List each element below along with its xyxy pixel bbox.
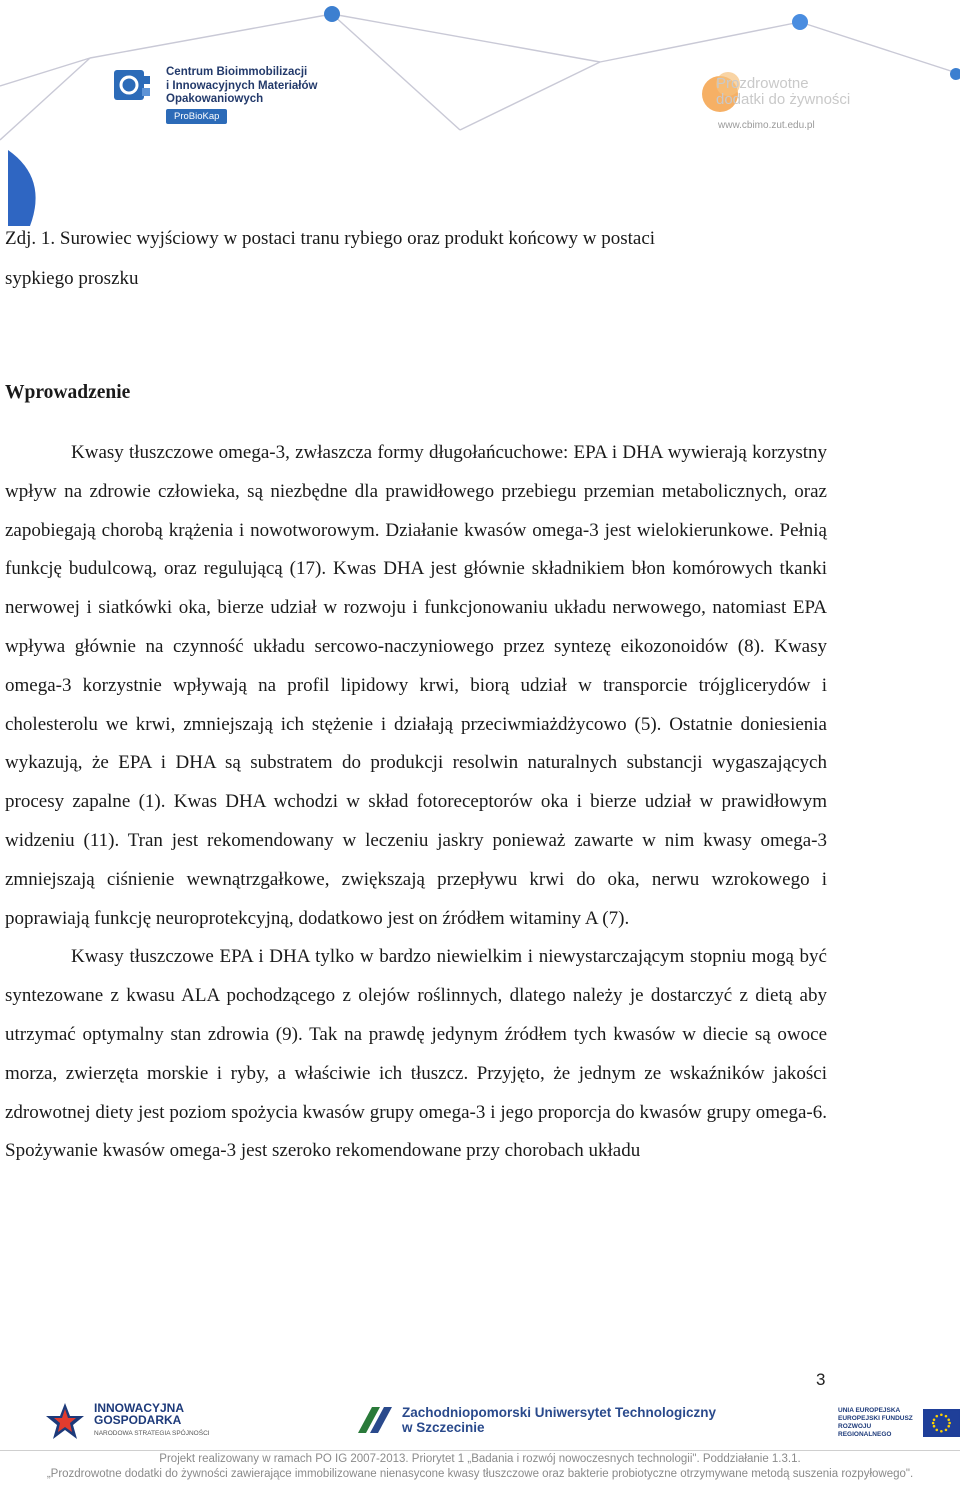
org-name [166,66,317,124]
photo-caption-line-1: Zdj. 1. Surowiec wyjściowy w postaci tranu rybiego oraz produkt końcowy w postaci [5,228,656,249]
org-tag: ProBioKap [166,109,227,125]
paragraph: Kwasy tłuszczowe EPA i DHA tylko w bardzo niewielkim i niewystarczającym stopniu mogą być syntezowane z kwasu ALA pochodzącego z olejów roślinnych, dlatego należy je dostarczyć z dietą aby utrzymać optymalny stan zdrowia (9). Tak na prawdę jedynym źródłem tych kwasów w diecie są owoce morza, zwierzęta morskie i ryby, a właściwie ich tłuszcz. Przyjęto, że jednym ze wskaźników jakości zdrowotnej diety jest poziom spożycia kwasów grupy omega-3 i jego proporcja do kwasów grupy omega-6. Spożywanie kwasów omega-3 jest szeroko rekomendowane przy chorobach układu [5,946,827,1162]
footer-logos [0,1395,960,1450]
star-icon [44,1401,86,1441]
eu-flag-icon [923,1409,960,1437]
body-text [5,434,827,1171]
slogan-line: dodatki do żywności [716,91,851,108]
org-name-line: Opakowaniowych [166,93,264,105]
org-emblem-icon [112,66,152,106]
logo1-line: INNOWACYJNA [94,1401,185,1415]
footer-project-info [0,1452,960,1482]
logo1-sub: NARODOWA STRATEGIA SPÓJNOŚCI [94,1430,210,1437]
footer-project-line: „Prozdrowotne dodatki do żywności zawierające immobilizowane nienasycone kwasy tłuszczowe oraz bakterie probiotyczne otrzymywane metodą suszenia rozpyłowego". [46,1468,914,1480]
header-slogan-logo [702,72,902,142]
footer-divider [0,1450,960,1451]
logo1-line: GOSPODARKA [94,1413,182,1427]
photo-caption-line-2: sypkiego proszku [5,268,139,289]
section-heading: Wprowadzenie [5,382,131,403]
footer-logo-zut [358,1405,716,1435]
slogan-text [716,76,850,108]
logo2-line: Zachodniopomorski Uniwersytet Technologiczny [402,1405,717,1420]
footer-logo-eu [838,1407,960,1439]
header-org-logo [112,66,317,124]
paragraph: Kwasy tłuszczowe omega-3, zwłaszcza formy długołańcuchowe: EPA i DHA wywierają korzystny wpływ na zdrowie człowieka, są niezbędne dla prawidłowego przebiegu przemian metabolicznych, oraz zapobiegają chorobą krążenia i nowotworowym. Działanie kwasów omega-3 jest wielokierunkowe. Pełnią funkcję budulcową, oraz regulującą (17). Kwas DHA jest głównie składnikiem błon komórowych tkanki nerwowej i siatkówki oka, bierze udział w rozwoju i funkcjonowaniu układu nerwowego, natomiast EPA wpływa głównie na czynność układu sercowo-naczyniowego przez syntezę eikozonoidów (8). Kwasy omega-3 korzystnie wpływają na profil lipidowy krwi, biorą udział w transporcie trójglicerydów i cholesterolu we krwi, zmniejszają ich stężenie i działają przeciwmiażdżycowo (5). Ostatnie doniesienia wykazują, że EPA i DHA są substratem do produkcji resolwin naturalnych substancji wygaszających procesy zapalne (1). Kwas DHA wchodzi w skład fotoreceptorów oka i bierze udział w prawidłowym widzeniu (11). Tran jest rekomendowany w leczeniu jaskry ponieważ zawarte w nim kwasy omega-3 zmniejszają ciśnienie wewnątrzgałkowe, zwiększają przepływu krwi do oka, nerwu wzrokowego i poprawiają funkcję neuroprotekcyjną, dodatkowo jest on źródłem witaminy A (7). [5,442,827,929]
logo3-line: EUROPEJSKI FUNDUSZ [838,1415,913,1422]
footer-project-line: Projekt realizowany w ramach PO IG 2007-2013. Priorytet 1 „Badania i rozwój nowoczesnych technologii". Poddziałanie 1.3.1. [159,1453,801,1465]
page-number: 3 [816,1370,826,1389]
org-name-line: i Innowacyjnych Materiałów [166,79,318,92]
slogan-line: Prozdrowotne [716,75,809,92]
logo3-line: ROZWOJU REGIONALNEGO [838,1423,892,1438]
zut-emblem-icon [358,1407,394,1433]
logo2-line: w Szczecinie [402,1420,485,1435]
footer-logo-innowacyjna [44,1401,210,1441]
header-url: www.cbimo.zut.edu.pl [718,120,815,131]
org-name-line: Centrum Bioimmobilizacji [166,66,308,78]
logo3-line: UNIA EUROPEJSKA [838,1407,901,1414]
